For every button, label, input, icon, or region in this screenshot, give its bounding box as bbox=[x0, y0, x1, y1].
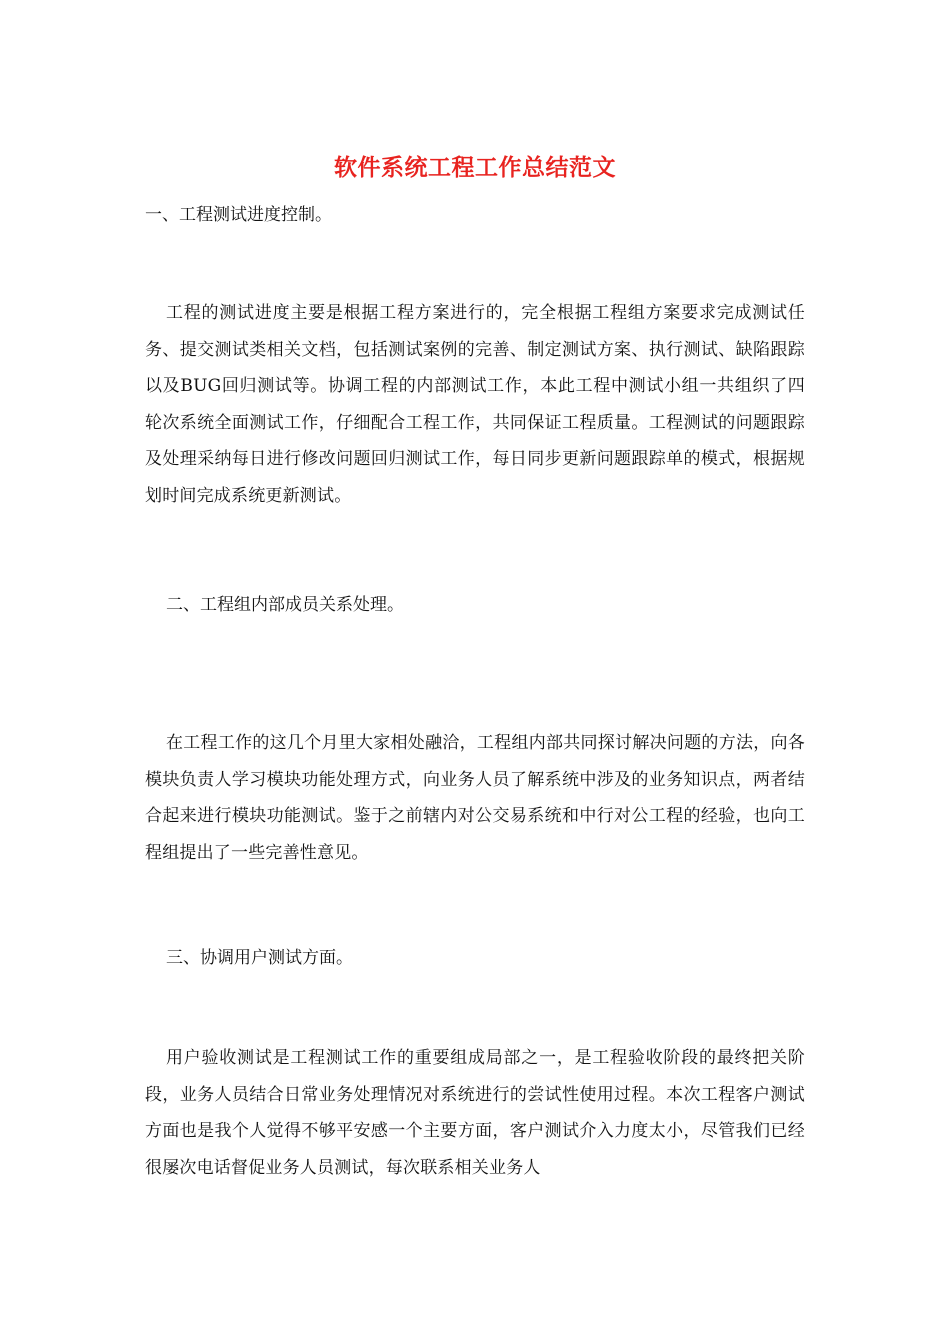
section-paragraph-2: 在工程工作的这几个月里大家相处融洽，工程组内部共同探讨解决问题的方法，向各模块负责人学习模块功能处理方式，向业务人员了解系统中涉及的业务知识点，两者结合起来进行模块功能测试。鉴于之前辖内对公交易系统和中行对公工程的经验，也向工程组提出了一些完善性意见。 bbox=[145, 733, 805, 863]
section-heading-2: 二、工程组内部成员关系处理。 bbox=[166, 595, 404, 615]
section-heading-1: 一、工程测试进度控制。 bbox=[145, 205, 332, 225]
document-title: 软件系统工程工作总结范文 bbox=[334, 155, 616, 181]
section-paragraph-1: 工程的测试进度主要是根据工程方案进行的，完全根据工程组方案要求完成测试任务、提交测试类相关文档，包括测试案例的完善、制定测试方案、执行测试、缺陷跟踪以及BUG回归测试等。协调工程的内部测试工作，本此工程中测试小组一共组织了四轮次系统全面测试工作，仔细配合工程工作，共同保证工程质量。工程测试的问题跟踪及处理采纳每日进行修改问题回归测试工作，每日同步更新问题跟踪单的模式，根据规划时间完成系统更新测试。 bbox=[145, 303, 805, 506]
section-heading-3: 三、协调用户测试方面。 bbox=[166, 948, 353, 968]
section-paragraph-3: 用户验收测试是工程测试工作的重要组成局部之一，是工程验收阶段的最终把关阶段，业务人员结合日常业务处理情况对系统进行的尝试性使用过程。本次工程客户测试方面也是我个人觉得不够平安感一个主要方面，客户测试介入力度太小，尽管我们已经很屡次电话督促业务人员测试，每次联系相关业务人 bbox=[145, 1048, 805, 1178]
